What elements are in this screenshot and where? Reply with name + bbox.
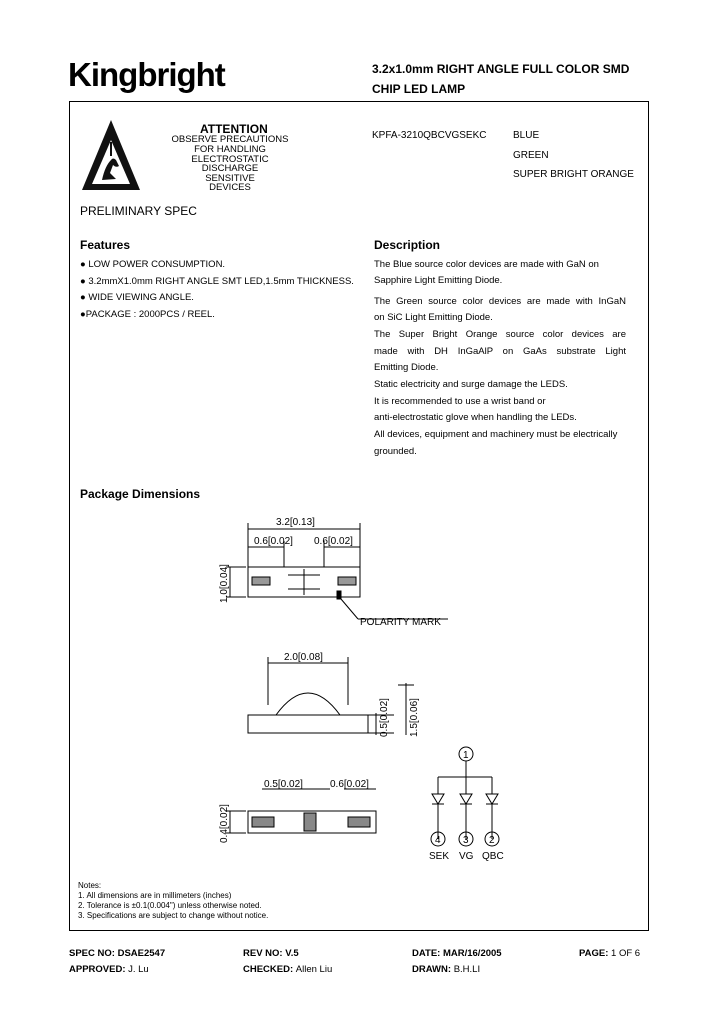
attention-line: DEVICES (209, 182, 251, 193)
note-line: 2. Tolerance is ±0.1(0.004") unless otherwise noted. (78, 901, 262, 910)
pin-name: SEK (429, 851, 450, 862)
color-orange: SUPER BRIGHT ORANGE (513, 169, 634, 180)
footer-page: PAGE: 1 OF 6 (579, 948, 641, 959)
part-number: KPFA-3210QBCVGSEKC (372, 130, 487, 141)
footer-checked: CHECKED: Allen Liu (243, 964, 333, 975)
footer-drawn: DRAWN: B.H.LI (412, 964, 481, 975)
color-blue: BLUE (513, 130, 540, 141)
dim-label: 1.5[0.06] (409, 698, 420, 737)
description-line: Sapphire Light Emitting Diode. (374, 275, 503, 286)
dim-label: 2.0[0.08] (284, 652, 323, 663)
description-line: All devices, equipment and machinery must be electrically (374, 429, 618, 440)
description-line: The Super Bright Orange source color devices are (374, 329, 626, 340)
feature-item: ● LOW POWER CONSUMPTION. (80, 259, 226, 270)
preliminary-spec: PRELIMINARY SPEC (80, 204, 197, 218)
pin-label: 4 (435, 835, 441, 846)
pin-label: 1 (463, 750, 469, 761)
footer-spec: SPEC NO: DSAE2547 (69, 948, 166, 959)
doc-title-line1: 3.2x1.0mm RIGHT ANGLE FULL COLOR SMD (372, 62, 630, 76)
description-line: made with DH InGaAlP on GaAs substrate Light (374, 346, 626, 357)
dim-label: 0.5[0.02] (264, 779, 303, 790)
esd-warning-icon (80, 118, 142, 192)
description-line: It is recommended to use a wrist band or (374, 396, 546, 407)
dim-label: 0.4[0.02] (219, 804, 230, 843)
package-heading: Package Dimensions (80, 487, 201, 501)
description-line: grounded. (374, 446, 417, 457)
polarity-label: POLARITY MARK (360, 617, 441, 628)
dim-label: 0.5[0.02] (379, 698, 390, 737)
pin-label: 3 (463, 835, 469, 846)
brand-logo: Kingbright (68, 56, 225, 93)
description-line: anti-electrostatic glove when handling the LEDs. (374, 412, 577, 423)
note-line: 3. Specifications are subject to change without notice. (78, 911, 269, 920)
feature-item: ● 3.2mmX1.0mm RIGHT ANGLE SMT LED,1.5mm THICKNESS. (80, 276, 354, 287)
attention-line: DISCHARGE (201, 163, 259, 174)
footer-rev: REV NO: V.5 (243, 948, 299, 959)
footer-approved: APPROVED: J. Lu (69, 964, 149, 975)
description-heading: Description (374, 238, 441, 252)
color-green: GREEN (513, 150, 549, 161)
dim-label: 0.6[0.02] (330, 779, 369, 790)
attention-line: OBSERVE PRECAUTIONS (171, 134, 289, 145)
footer-date: DATE: MAR/16/2005 (412, 948, 502, 959)
attention-title: ATTENTION (200, 122, 268, 136)
description-line: Emitting Diode. (374, 362, 439, 373)
pin-name: VG (459, 851, 474, 862)
doc-title-line2: CHIP LED LAMP (372, 82, 466, 96)
feature-item: ● WIDE VIEWING ANGLE. (80, 292, 194, 303)
description-line: Static electricity and surge damage the LEDS. (374, 379, 568, 390)
attention-line: FOR HANDLING (194, 144, 266, 155)
notes-title: Notes: (78, 881, 102, 890)
note-line: 1. All dimensions are in millimeters (inches) (78, 891, 232, 900)
dim-label: 1.0[0.04] (219, 564, 230, 603)
pin-label: 2 (489, 835, 495, 846)
attention-line: SENSITIVE (205, 173, 255, 184)
features-heading: Features (80, 238, 131, 252)
attention-line: ELECTROSTATIC (191, 154, 269, 165)
dim-label: 3.2[0.13] (276, 517, 315, 528)
description-line: The Green source color devices are made with InGaN (374, 296, 626, 307)
description-line: The Blue source color devices are made with GaN on (374, 259, 599, 270)
dim-label: 0.6[0.02] (314, 536, 353, 547)
description-line: on SiC Light Emitting Diode. (374, 312, 493, 323)
package-drawing (200, 505, 520, 875)
feature-item: ●PACKAGE : 2000PCS / REEL. (80, 309, 215, 320)
dim-label: 0.6[0.02] (254, 536, 293, 547)
pin-name: QBC (482, 851, 504, 862)
